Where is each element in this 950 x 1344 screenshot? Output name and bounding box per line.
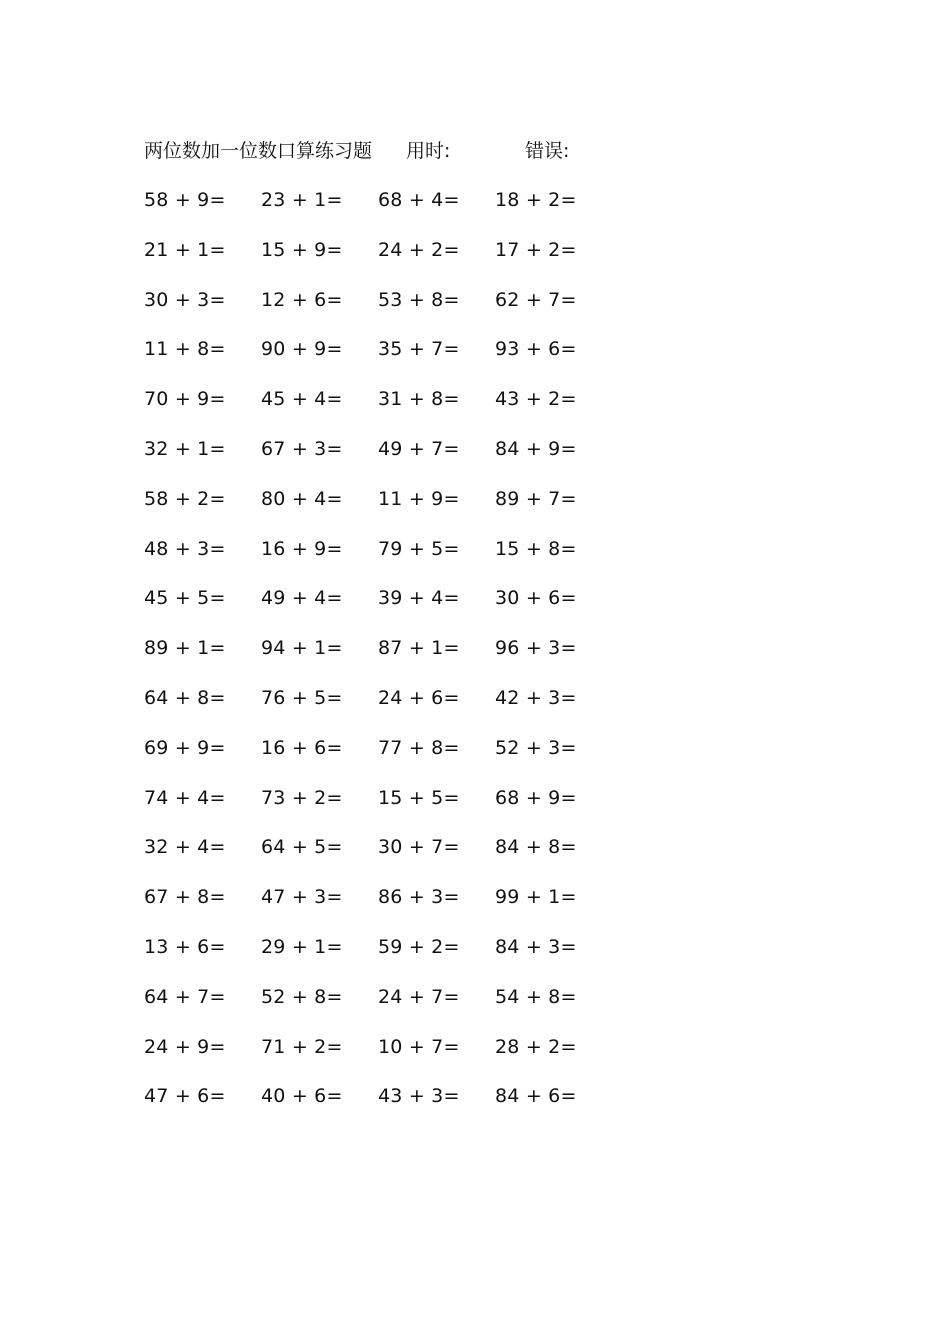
problem-item: 54 + 8=	[495, 985, 577, 1008]
problem-item: 84 + 8=	[495, 836, 577, 859]
problem-item: 43 + 2=	[495, 388, 577, 411]
problem-item: 18 + 2=	[495, 189, 577, 211]
problem-item: 52 + 8=	[261, 985, 343, 1008]
problem-item: 89 + 1=	[144, 637, 226, 660]
problem-item: 67 + 3=	[261, 437, 343, 460]
problem-item: 39 + 4=	[378, 587, 460, 610]
problem-item: 30 + 3=	[144, 288, 226, 311]
problem-row	[144, 933, 624, 983]
problem-row	[144, 535, 624, 585]
problem-item: 70 + 9=	[144, 388, 226, 411]
problem-item: 31 + 8=	[378, 388, 460, 411]
problem-item: 17 + 2=	[495, 238, 577, 261]
problem-item: 76 + 5=	[261, 686, 343, 709]
problem-item: 47 + 3=	[261, 886, 343, 909]
problem-item: 71 + 2=	[261, 1035, 343, 1058]
problem-row	[144, 734, 624, 784]
problem-item: 24 + 7=	[378, 985, 460, 1008]
problem-item: 64 + 5=	[261, 836, 343, 859]
problem-item: 99 + 1=	[495, 886, 577, 909]
problem-item: 15 + 8=	[495, 537, 577, 560]
problem-item: 58 + 9=	[144, 189, 226, 211]
problem-item: 35 + 7=	[378, 338, 460, 361]
problem-item: 47 + 6=	[144, 1085, 226, 1108]
problem-row	[144, 236, 624, 286]
problem-item: 24 + 2=	[378, 238, 460, 261]
problem-row	[144, 186, 624, 236]
problem-row	[144, 784, 624, 834]
problem-item: 79 + 5=	[378, 537, 460, 560]
problem-row	[144, 833, 624, 883]
problem-row	[144, 1082, 624, 1132]
problem-item: 90 + 9=	[261, 338, 343, 361]
problem-item: 32 + 1=	[144, 437, 226, 460]
problem-row	[144, 634, 624, 684]
problem-row	[144, 435, 624, 485]
problem-item: 48 + 3=	[144, 537, 226, 560]
problem-row	[144, 385, 624, 435]
problem-item: 24 + 9=	[144, 1035, 226, 1058]
errors-label: 错误:	[525, 140, 570, 162]
problem-row	[144, 983, 624, 1033]
problem-item: 49 + 4=	[261, 587, 343, 610]
time-used-label: 用时:	[406, 140, 451, 162]
problem-item: 84 + 6=	[495, 1085, 577, 1108]
problem-item: 21 + 1=	[144, 238, 226, 261]
problem-item: 13 + 6=	[144, 935, 226, 958]
problem-item: 68 + 9=	[495, 786, 577, 809]
problem-item: 30 + 7=	[378, 836, 460, 859]
problem-item: 24 + 6=	[378, 686, 460, 709]
problem-row	[144, 335, 624, 385]
problem-item: 59 + 2=	[378, 935, 460, 958]
problem-item: 64 + 7=	[144, 985, 226, 1008]
problem-item: 84 + 9=	[495, 437, 577, 460]
problem-item: 15 + 5=	[378, 786, 460, 809]
problem-item: 96 + 3=	[495, 637, 577, 660]
problem-item: 43 + 3=	[378, 1085, 460, 1108]
problem-item: 11 + 8=	[144, 338, 226, 361]
problem-item: 40 + 6=	[261, 1085, 343, 1108]
problem-row	[144, 684, 624, 734]
problem-item: 45 + 5=	[144, 587, 226, 610]
problem-item: 15 + 9=	[261, 238, 343, 261]
problem-row	[144, 286, 624, 336]
problem-item: 16 + 6=	[261, 736, 343, 759]
problem-item: 69 + 9=	[144, 736, 226, 759]
problem-item: 16 + 9=	[261, 537, 343, 560]
problem-row	[144, 584, 624, 634]
problem-item: 58 + 2=	[144, 487, 226, 510]
problem-item: 52 + 3=	[495, 736, 577, 759]
problem-item: 10 + 7=	[378, 1035, 460, 1058]
problem-item: 77 + 8=	[378, 736, 460, 759]
problem-item: 32 + 4=	[144, 836, 226, 859]
problem-item: 74 + 4=	[144, 786, 226, 809]
problem-item: 86 + 3=	[378, 886, 460, 909]
problem-item: 29 + 1=	[261, 935, 343, 958]
problem-item: 93 + 6=	[495, 338, 577, 361]
problem-item: 53 + 8=	[378, 288, 460, 311]
problem-item: 42 + 3=	[495, 686, 577, 709]
problem-item: 45 + 4=	[261, 388, 343, 411]
problem-item: 89 + 7=	[495, 487, 577, 510]
problem-grid	[144, 186, 624, 1132]
worksheet-title: 两位数加一位数口算练习题	[144, 140, 373, 162]
problem-item: 64 + 8=	[144, 686, 226, 709]
problem-item: 87 + 1=	[378, 637, 460, 660]
problem-row	[144, 883, 624, 933]
problem-item: 68 + 4=	[378, 189, 460, 211]
problem-item: 49 + 7=	[378, 437, 460, 460]
problem-row	[144, 485, 624, 535]
problem-item: 28 + 2=	[495, 1035, 577, 1058]
problem-row	[144, 1033, 624, 1083]
problem-item: 11 + 9=	[378, 487, 460, 510]
problem-item: 94 + 1=	[261, 637, 343, 660]
problem-item: 23 + 1=	[261, 189, 343, 211]
problem-item: 73 + 2=	[261, 786, 343, 809]
problem-item: 12 + 6=	[261, 288, 343, 311]
problem-item: 80 + 4=	[261, 487, 343, 510]
problem-item: 30 + 6=	[495, 587, 577, 610]
problem-item: 67 + 8=	[144, 886, 226, 909]
problem-item: 84 + 3=	[495, 935, 577, 958]
problem-item: 62 + 7=	[495, 288, 577, 311]
